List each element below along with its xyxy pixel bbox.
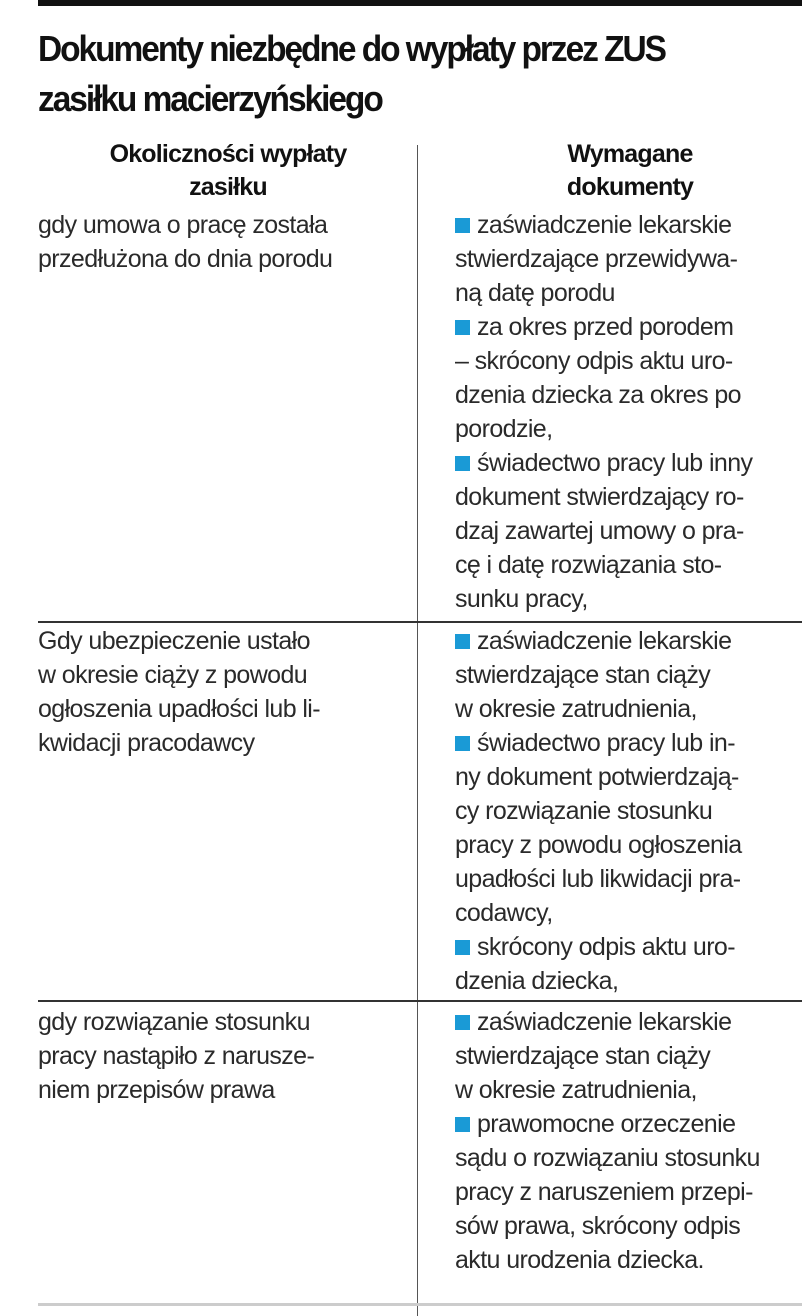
document-line bbox=[455, 828, 742, 862]
circumstance-line: gdy umowa o pracę została bbox=[38, 211, 328, 239]
document-line bbox=[455, 692, 742, 726]
table-bottom-rule bbox=[38, 1303, 802, 1306]
document-text: pracy z powodu ogłoszenia bbox=[455, 831, 742, 859]
document-text: cę i datę rozwiązania sto- bbox=[455, 551, 722, 579]
document-text: stwierdzające stan ciąży bbox=[455, 661, 711, 689]
circumstance-line: pracy nastąpiło z narusze- bbox=[38, 1042, 315, 1070]
document-text: w okresie zatrudnienia, bbox=[455, 1076, 697, 1104]
circumstance-line: w okresie ciąży z powodu bbox=[38, 661, 308, 689]
document-text: porodzie, bbox=[455, 415, 553, 443]
square-bullet-icon bbox=[455, 634, 470, 649]
document-line bbox=[455, 242, 752, 276]
document-text: sądu o rozwiązaniu stosunku bbox=[455, 1144, 760, 1172]
document-item bbox=[455, 726, 742, 930]
document-text: ny dokument potwierdzają- bbox=[455, 763, 739, 791]
document-line bbox=[455, 310, 752, 344]
document-line bbox=[455, 1039, 760, 1073]
document-text: cy rozwiązanie stosunku bbox=[455, 797, 713, 825]
document-line bbox=[455, 794, 742, 828]
document-item bbox=[455, 1005, 760, 1107]
column-divider bbox=[417, 145, 418, 1316]
document-line bbox=[455, 726, 742, 760]
document-line bbox=[455, 480, 752, 514]
documents-cell bbox=[455, 1005, 760, 1277]
circumstance-line: niem przepisów prawa bbox=[38, 1076, 275, 1104]
document-text: zaświadczenie lekarskie bbox=[477, 627, 732, 655]
documents-cell bbox=[455, 624, 742, 998]
document-line bbox=[455, 658, 742, 692]
document-line bbox=[455, 1005, 760, 1039]
document-line bbox=[455, 1243, 760, 1277]
square-bullet-icon bbox=[455, 940, 470, 955]
document-line bbox=[455, 862, 742, 896]
circumstance-cell bbox=[38, 624, 320, 760]
document-text: codawcy, bbox=[455, 899, 553, 927]
column-header-circumstances bbox=[38, 138, 418, 204]
square-bullet-icon bbox=[455, 218, 470, 233]
document-line bbox=[455, 412, 752, 446]
document-line bbox=[455, 760, 742, 794]
document-text: ną datę porodu bbox=[455, 279, 615, 307]
document-text: stwierdzające stan ciąży bbox=[455, 1042, 711, 1070]
circumstance-line: gdy rozwiązanie stosunku bbox=[38, 1008, 310, 1036]
circumstance-cell bbox=[38, 1005, 314, 1107]
document-line bbox=[455, 276, 752, 310]
circumstance-cell bbox=[38, 208, 332, 276]
document-line bbox=[455, 1209, 760, 1243]
row-divider bbox=[38, 1000, 802, 1002]
document-text: sów prawa, skrócony odpis bbox=[455, 1212, 741, 1240]
document-text: aktu urodzenia dziecka. bbox=[455, 1246, 704, 1274]
document-item bbox=[455, 310, 752, 446]
header-line: zasiłku bbox=[189, 173, 267, 201]
document-text: skrócony odpis aktu uro- bbox=[477, 933, 735, 961]
document-line bbox=[455, 446, 752, 480]
document-line bbox=[455, 378, 752, 412]
document-line bbox=[455, 1107, 760, 1141]
document-text: sunku pracy, bbox=[455, 585, 588, 613]
document-line bbox=[455, 896, 742, 930]
document-line bbox=[455, 1175, 760, 1209]
document-line bbox=[455, 208, 752, 242]
document-text: świadectwo pracy lub in- bbox=[477, 729, 735, 757]
document-text: dokument stwierdzający ro- bbox=[455, 483, 744, 511]
circumstance-line: przedłużona do dnia porodu bbox=[38, 245, 333, 273]
row-divider bbox=[38, 621, 802, 623]
document-text: prawomocne orzeczenie bbox=[477, 1110, 736, 1138]
document-item bbox=[455, 930, 742, 998]
document-text: świadectwo pracy lub inny bbox=[477, 449, 753, 477]
square-bullet-icon bbox=[455, 1117, 470, 1132]
square-bullet-icon bbox=[455, 456, 470, 471]
circumstance-line: ogłoszenia upadłości lub li- bbox=[38, 695, 320, 723]
header-line: dokumenty bbox=[566, 173, 694, 201]
document-line bbox=[455, 1073, 760, 1107]
document-text: zaświadczenie lekarskie bbox=[477, 1008, 732, 1036]
circumstance-line: Gdy ubezpieczenie ustało bbox=[38, 627, 310, 655]
document-line bbox=[455, 624, 742, 658]
document-line bbox=[455, 964, 742, 998]
column-header-documents bbox=[440, 138, 805, 204]
document-text: dzenia dziecka, bbox=[455, 967, 619, 995]
header-line: Okoliczności wypłaty bbox=[109, 140, 347, 168]
header-line: Wymagane bbox=[567, 140, 693, 168]
document-text: w okresie zatrudnienia, bbox=[455, 695, 697, 723]
document-line bbox=[455, 344, 752, 378]
document-line bbox=[455, 514, 752, 548]
document-text: zaświadczenie lekarskie bbox=[477, 211, 732, 239]
top-rule bbox=[38, 0, 802, 6]
document-line bbox=[455, 1141, 760, 1175]
document-item bbox=[455, 1107, 760, 1277]
document-text: – skrócony odpis aktu uro- bbox=[455, 347, 733, 375]
document-text: stwierdzające przewidywa- bbox=[455, 245, 738, 273]
square-bullet-icon bbox=[455, 1015, 470, 1030]
documents-cell bbox=[455, 208, 752, 616]
title-line: zasiłku macierzyńskiego bbox=[38, 78, 382, 119]
document-text: dzenia dziecka za okres po bbox=[455, 381, 741, 409]
square-bullet-icon bbox=[455, 736, 470, 751]
title-line: Dokumenty niezbędne do wypłaty przez ZUS bbox=[38, 28, 665, 69]
document-item bbox=[455, 624, 742, 726]
document-item bbox=[455, 208, 752, 310]
square-bullet-icon bbox=[455, 320, 470, 335]
document-text: pracy z naruszeniem przepi- bbox=[455, 1178, 753, 1206]
document-text: za okres przed porodem bbox=[477, 313, 734, 341]
document-line bbox=[455, 930, 742, 964]
document-text: dzaj zawartej umowy o pra- bbox=[455, 517, 744, 545]
document-text: upadłości lub likwidacji pra- bbox=[455, 865, 741, 893]
document-line bbox=[455, 582, 752, 616]
document-line bbox=[455, 548, 752, 582]
circumstance-line: kwidacji pracodawcy bbox=[38, 729, 255, 757]
page-title bbox=[38, 24, 782, 124]
document-item bbox=[455, 446, 752, 616]
